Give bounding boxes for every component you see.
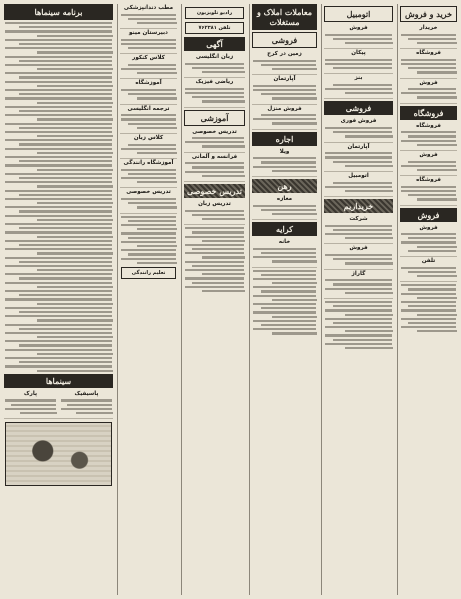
ad-title: تدریس زبان xyxy=(198,201,231,207)
ad-title: فروش xyxy=(419,79,438,86)
ad-title: فروش منزل xyxy=(267,105,302,112)
classified-ad xyxy=(324,117,393,142)
ad-title: ریاضی فیزیک xyxy=(195,79,234,86)
classified-ad xyxy=(184,78,245,107)
ad-title: ویلا xyxy=(279,148,290,155)
classified-ad xyxy=(324,49,393,74)
ad-title: گاراژ xyxy=(351,270,366,277)
column-real-estate xyxy=(249,4,319,595)
section-header: فروشی xyxy=(324,101,393,115)
ad-title: فرانسه و آلمانی xyxy=(191,153,238,160)
column-education xyxy=(181,4,247,595)
ad-title: خانه xyxy=(278,239,291,246)
ad-title: شرکت xyxy=(349,216,368,223)
column-buy-sell xyxy=(397,4,459,595)
cinema-footer xyxy=(4,390,113,419)
ad-title: مطب دندانپزشکی xyxy=(123,5,174,11)
classified-ad xyxy=(400,49,457,78)
section-header: رهن xyxy=(252,179,317,193)
illustration-image xyxy=(5,422,112,486)
ad-title: بنز xyxy=(354,75,363,82)
column-header: اتومبیل xyxy=(324,6,393,22)
classified-ad xyxy=(400,257,457,282)
ad-title: خریدار xyxy=(419,25,438,31)
classified-ad xyxy=(252,50,317,75)
ad-title: آموزشگاه رانندگی xyxy=(123,160,174,167)
classified-ad xyxy=(400,224,457,258)
ad-title: کلاس کنکور xyxy=(132,55,165,62)
ad-title: آموزشگاه xyxy=(135,80,162,87)
classified-ad xyxy=(184,153,245,182)
classified-ad xyxy=(184,53,245,78)
classified-ad xyxy=(400,79,457,104)
ad-title: زمین در کرج xyxy=(267,51,302,57)
section-header: سینماها xyxy=(4,374,113,388)
classified-ad xyxy=(120,134,177,159)
ad-title: فروش فوری xyxy=(340,118,377,125)
classified-ad xyxy=(252,195,317,220)
section-header: خریداریم xyxy=(324,199,393,213)
ad-title: آپارتمان xyxy=(347,143,370,150)
classified-ad xyxy=(324,215,393,244)
ad-title: فروش xyxy=(349,245,368,252)
ad-title: فروشگاه xyxy=(416,122,441,129)
ad-title: تدریس خصوصی xyxy=(192,128,237,135)
section-header: اجاره xyxy=(252,132,317,146)
cinema-header: برنامه سینماها xyxy=(4,4,113,20)
classified-ad xyxy=(324,24,393,49)
phone-box: تلفن ۷۶۲۳۸۱ xyxy=(185,22,244,34)
ad-title: فروش xyxy=(419,224,438,231)
section-header: فروشی xyxy=(252,32,317,48)
classified-ad xyxy=(400,176,457,205)
ad-title: پیکان xyxy=(351,50,366,57)
classified-ad xyxy=(184,200,245,225)
ad-title: فروشگاه xyxy=(416,177,441,184)
boxed-ad: رادیو تلویزیون xyxy=(185,7,244,19)
column-header: خرید و فروش xyxy=(400,6,457,22)
classified-ad xyxy=(120,159,177,188)
section-header: کرایه xyxy=(252,222,317,236)
section-header: آموزشی xyxy=(184,110,245,126)
ad-title: آپارتمان xyxy=(273,76,296,83)
classified-ad xyxy=(324,244,393,269)
section-header: تدریس خصوصی xyxy=(184,184,245,198)
ad-title: ترجمه انگلیسی xyxy=(127,105,170,112)
section-header: فروش xyxy=(400,208,457,222)
section-header: آگهی xyxy=(184,37,245,51)
ad-title: فروشگاه xyxy=(416,50,441,57)
cinema-name: پارک xyxy=(23,390,38,397)
classified-ad xyxy=(324,143,393,172)
ad-title: تدریس خصوصی xyxy=(126,189,171,196)
column-cinema xyxy=(2,4,115,595)
boxed-ad: تعلیم رانندگی xyxy=(121,267,176,279)
ad-title: فروش xyxy=(349,25,368,31)
ad-title: زبان انگلیسی xyxy=(195,54,234,60)
ad-title: مغازه xyxy=(276,196,293,202)
classified-ad xyxy=(184,128,245,153)
classified-ad xyxy=(120,54,177,79)
ad-title: فروش xyxy=(419,152,438,158)
classified-ad xyxy=(324,74,393,99)
ad-title: کلاس زبان xyxy=(133,134,164,141)
classified-ad xyxy=(252,75,317,104)
classified-ad xyxy=(120,79,177,104)
section-header: فروشگاه xyxy=(400,106,457,120)
classified-ad xyxy=(324,172,393,197)
classified-ad xyxy=(120,29,177,54)
classified-ad xyxy=(252,148,317,177)
classified-ad xyxy=(324,270,393,299)
classified-ad xyxy=(120,105,177,134)
ad-title: دبیرستان مینو xyxy=(129,30,168,37)
ad-title: تلفن xyxy=(421,258,436,265)
cinema-name: پاسیفیک xyxy=(74,390,99,397)
classified-ad xyxy=(400,122,457,151)
classified-ad xyxy=(252,238,317,267)
column-header: معاملات املاک و مستغلات xyxy=(252,4,317,30)
ad-title: اتومبیل xyxy=(348,172,369,179)
column-teaching xyxy=(117,4,179,595)
classified-ad xyxy=(120,188,177,213)
classified-ad xyxy=(120,4,177,29)
classified-ad xyxy=(400,24,457,49)
classified-ad xyxy=(400,151,457,176)
column-cars xyxy=(321,4,395,595)
classified-ad xyxy=(252,105,317,130)
